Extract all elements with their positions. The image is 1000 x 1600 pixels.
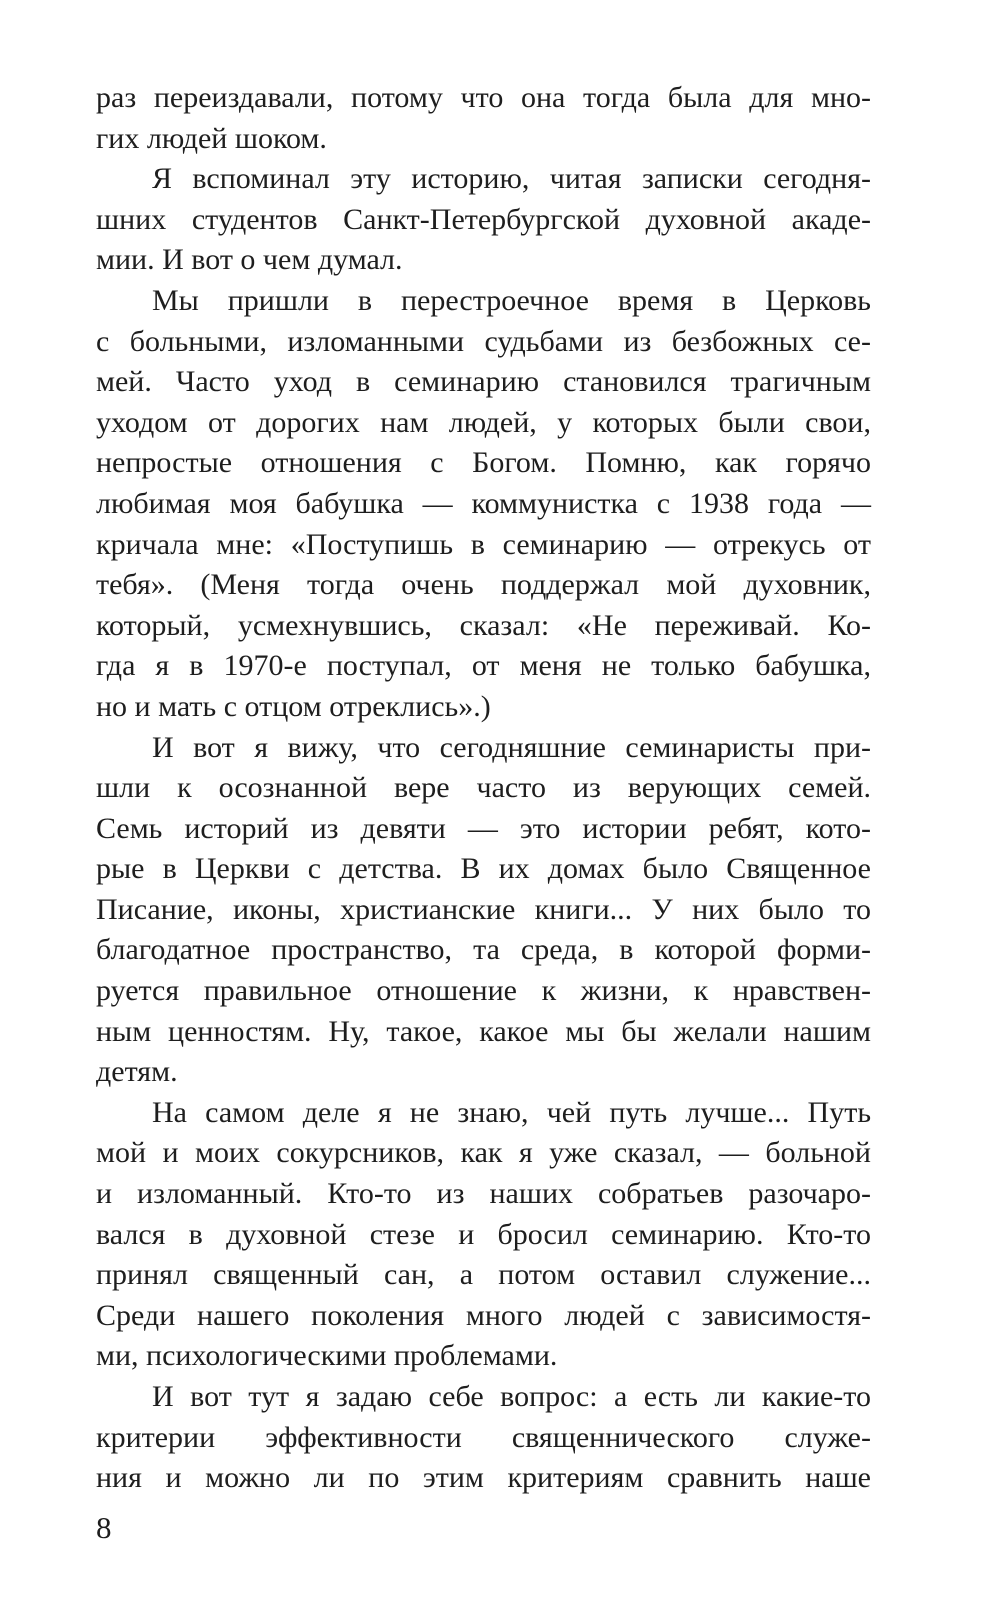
text-line: вался в духовной стезе и бросил семинарию. Кто-то <box>96 1217 871 1251</box>
text-line: уходом от дорогих нам людей, у которых были свои, <box>96 405 871 439</box>
text-line: Среди нашего поколения много людей с зависимостя- <box>96 1298 871 1332</box>
text-line: и изломанный. Кто-то из наших собратьев разочаро- <box>96 1177 871 1211</box>
text-line: На самом деле я не знаю, чей путь лучше... Путь <box>152 1095 871 1129</box>
text-line: но и мать с отцом отреклись».) <box>96 689 491 723</box>
text-line: непростые отношения с Богом. Помню, как горячо <box>96 446 871 480</box>
text-line: мой и моих сокурсников, как я уже сказал, — больной <box>96 1136 871 1170</box>
page-number: 8 <box>96 1510 112 1545</box>
text-line: ния и можно ли по этим критериям сравнить наше <box>96 1461 871 1495</box>
text-line: принял священный сан, а потом оставил служение... <box>96 1258 871 1292</box>
text-line: шних студентов Санкт-Петербургской духовной акаде- <box>96 202 871 236</box>
text-line: Мы пришли в перестроечное время в Церковь <box>152 283 871 317</box>
text-line: детям. <box>96 1055 178 1089</box>
text-line: гих людей шоком. <box>96 121 327 155</box>
text-line: тебя». (Меня тогда очень поддержал мой духовник, <box>96 568 871 602</box>
text-line: ми, психологическими проблемами. <box>96 1339 558 1373</box>
text-line: любимая моя бабушка — коммунистка с 1938 года — <box>96 486 871 520</box>
text-line: Семь историй из девяти — это истории ребят, кото- <box>96 811 871 845</box>
text-line: мии. И вот о чем думал. <box>96 243 403 277</box>
text-line: шли к осознанной вере часто из верующих семей. <box>96 771 871 805</box>
text-line: кричала мне: «Поступишь в семинарию — отрекусь от <box>96 527 871 561</box>
text-line: гда я в 1970-е поступал, от меня не только бабушка, <box>96 649 871 683</box>
text-line: благодатное пространство, та среда, в которой форми- <box>96 933 871 967</box>
text-line: который, усмехнувшись, сказал: «Не переживай. Ко- <box>96 608 871 642</box>
text-line: мей. Часто уход в семинарию становился трагичным <box>96 365 871 399</box>
text-line: И вот тут я задаю себе вопрос: а есть ли какие-то <box>152 1380 871 1413</box>
text-line: с больными, изломанными судьбами из безбожных се- <box>96 324 871 358</box>
text-line: Я вспоминал эту историю, читая записки сегодня- <box>152 162 871 196</box>
text-line: И вот я вижу, что сегодняшние семинаристы при- <box>152 730 871 764</box>
text-line: ным ценностям. Ну, такое, какое мы бы желали нашим <box>96 1014 871 1048</box>
text-line: критерии эффективности священнического служе- <box>96 1420 871 1454</box>
text-line: Писание, иконы, христианские книги... У них было то <box>96 892 871 926</box>
body-text <box>96 78 871 1499</box>
text-line: рые в Церкви с детства. В их домах было Священное <box>96 852 871 886</box>
text-line: раз переиздавали, потому что она тогда была для мно- <box>96 81 871 114</box>
text-line: руется правильное отношение к жизни, к нравствен- <box>96 974 871 1008</box>
